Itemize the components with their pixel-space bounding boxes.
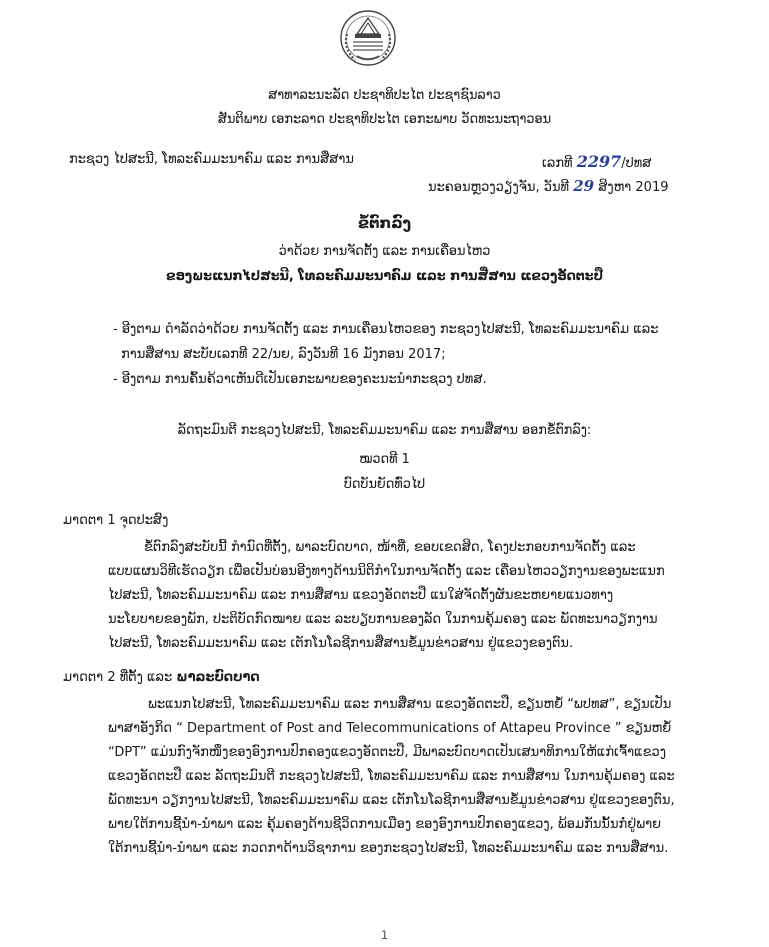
document-number-handwritten: 2297 (576, 152, 622, 171)
document-number (542, 152, 651, 171)
article-2-body (108, 693, 688, 861)
lao-national-emblem (333, 8, 403, 68)
article-1-line: ນະໂຍບາຍຂອງພັກ, ປະຕິບັດກົດໝາຍ ແລະ ລະບຽບການຂອງລັດ ໃນການຄຸ້ມຄອງ ແລະ ພັດທະນາວຽກງານ (108, 612, 658, 627)
article-1-body (108, 536, 688, 656)
document-subtitle-2: ຂອງພະແນກໄປສະນີ, ໂທລະຄົມມະນາຄົມ ແລະ ການສື່ສານ ແຂວງອັດຕະປື (166, 269, 603, 284)
decree-statement: ລັດຖະມົນຕີ ກະຊວງໄປສະນີ, ໂທລະຄົມມະນາຄົມ ແລະ ການສື່ສານ ອອກຂໍ້ຕົກລົງ: (177, 423, 592, 438)
document-subtitle-1: ວ່າດ້ວຍ ການຈັດຕັ້ງ ແລະ ການເຄື່ອນໄຫວ (278, 244, 491, 259)
national-motto: ສັນຕິພາບ ເອກະລາດ ປະຊາທິປະໄຕ ເອກະພາບ ວັດທະນະຖາວອນ (217, 112, 552, 127)
place-and-date (428, 177, 669, 195)
article-1-heading: ມາດຕາ 1 ຈຸດປະສົງ (63, 513, 169, 528)
article-2-heading-prefix: ມາດຕາ 2 ທີ່ຕັ້ງ ແລະ (63, 670, 177, 685)
chapter-title: ບົດບັນຍັດທົ່ວໄປ (343, 477, 426, 492)
article-1-line: ໄປສະນີ, ໂທລະຄົມມະນາຄົມ ແລະ ເຕັກໂນໂລຊີການສື່ສານຂໍ້ມູນຂ່າວສານ ຢູ່ແຂວງຂອງຕົນ. (108, 636, 574, 651)
article-2-heading-bold: ພາລະບົດບາດ (176, 670, 260, 685)
article-2-line: ພາສາອັງກິດ “ Department of Post and Telecommunications of Attapeu Province ” ຂຽນຫຍໍ້ (108, 721, 672, 736)
article-2-line: ພາຍໃຕ້ການຊີ້ນຳ-ນຳພາ ແລະ ຄຸ້ມຄອງດ້ານຊີວິດການເມືອງ ຂອງອົງການປົກຄອງແຂວງ, ພ້ອມກັນນັ້ນກໍ່ຢູ່ພາຍ (108, 817, 662, 832)
chapter-number: ໝວດທີ 1 (359, 452, 410, 467)
article-2-heading (63, 670, 260, 685)
article-2-line: ໃຕ້ການຊີ້ນຳ-ນຳພາ ແລະ ກວດກາດ້ານວິຊາການ ຂອງກະຊວງໄປສະນີ, ໂທລະຄົມມະນາຄົມ ແລະ ການສື່ສານ. (108, 841, 669, 856)
page-number: 1 (380, 928, 389, 942)
article-2-line: ແຂວງອັດຕະປື ແລະ ລັດຖະມົນຕີ ກະຊວງໄປສະນີ, ໂທລະຄົມມະນາຄົມ ແລະ ການສື່ສານ ໃນການຄຸ້ມຄອງ ແລະ (108, 769, 675, 784)
article-1-line: ໄປສະນີ, ໂທລະຄົມມະນາຄົມ ແລະ ການສື່ສານ ແຂວງອັດຕະປື ແນໃສ່ຈັດຕັ້ງຜັນຂະຫຍາຍແນວທາງ (108, 588, 614, 603)
article-1-line: ແບບແຜນວິທີເຮັດວຽກ ເພື່ອເປັນບ່ອນອີງທາງດ້ານນິຕິກຳໃນການຈັດຕັ້ງ ແລະ ເຄື່ອນໄຫວວຽກງານຂອງພະແນກ (108, 564, 665, 579)
month-year: ສິງຫາ 2019 (598, 180, 669, 195)
reference-1-line-2: ການສື່ສານ ສະບັບເລກທີ 22/ນຍ, ລົງວັນທີ 16 ມັງກອນ 2017; (121, 347, 446, 362)
day-handwritten: 29 (573, 177, 595, 195)
country-name: ສາທາລະນະລັດ ປະຊາທິປະໄຕ ປະຊາຊົນລາວ (268, 88, 501, 103)
reference-2: - ອີງຕາມ ການຄົ້ນຄ້ວາເຫັນດີເປັນເອກະພາບຂອງຄະນະນຳກະຊວງ ປທສ. (113, 372, 487, 387)
document-title: ຂໍ້ຕົກລົງ (357, 215, 411, 232)
article-1-line: ຂໍ້ຕົກລົງສະບັບນີ້ ກຳນົດທີ່ຕັ້ງ, ພາລະບົດບາດ, ໜ້າທີ່, ຂອບເຂດສິດ, ໂຄງປະກອບການຈັດຕັ້ງ ແລະ (144, 540, 636, 555)
reference-1-line-1: - ອີງຕາມ ດຳລັດວ່າດ້ວຍ ການຈັດຕັ້ງ ແລະ ການເຄື່ອນໄຫວຂອງ ກະຊວງໄປສະນີ, ໂທລະຄົມມະນາຄົມ ແລະ (113, 322, 659, 337)
ministry-name: ກະຊວງ ໄປສະນີ, ໂທລະຄົມມະນາຄົມ ແລະ ການສື່ສານ (69, 152, 354, 167)
article-2-line: ພະແນກໄປສະນີ, ໂທລະຄົມມະນາຄົມ ແລະ ການສື່ສານ ແຂວງອັດຕະປື, ຂຽນຫຍໍ້ “ພປທສ”, ຂຽນເປັນ (148, 697, 672, 712)
article-2-line: ພັດທະນາ ວຽກງານໄປສະນີ, ໂທລະຄົມມະນາຄົມ ແລະ ເຕັກໂນໂລຊີການສື່ສານຂໍ້ມູນຂ່າວສານ ຢູ່ແຂວງຂອງຕົນ, (108, 793, 675, 808)
article-2-line: “DPT” ແມ່ນກົງຈັກໜຶ່ງຂອງອົງການປົກຄອງແຂວງອັດຕະປື, ມີພາລະບົດບາດເປັນເສນາທິການໃຫ້ແກ່ເຈົ້າແຂວງ (108, 745, 667, 760)
document-number-suffix: /ປທສ (621, 156, 652, 171)
document-number-prefix: ເລກທີ (542, 156, 573, 171)
place-date-prefix: ນະຄອນຫຼວງວຽງຈັນ, ວັນທີ (428, 180, 570, 195)
